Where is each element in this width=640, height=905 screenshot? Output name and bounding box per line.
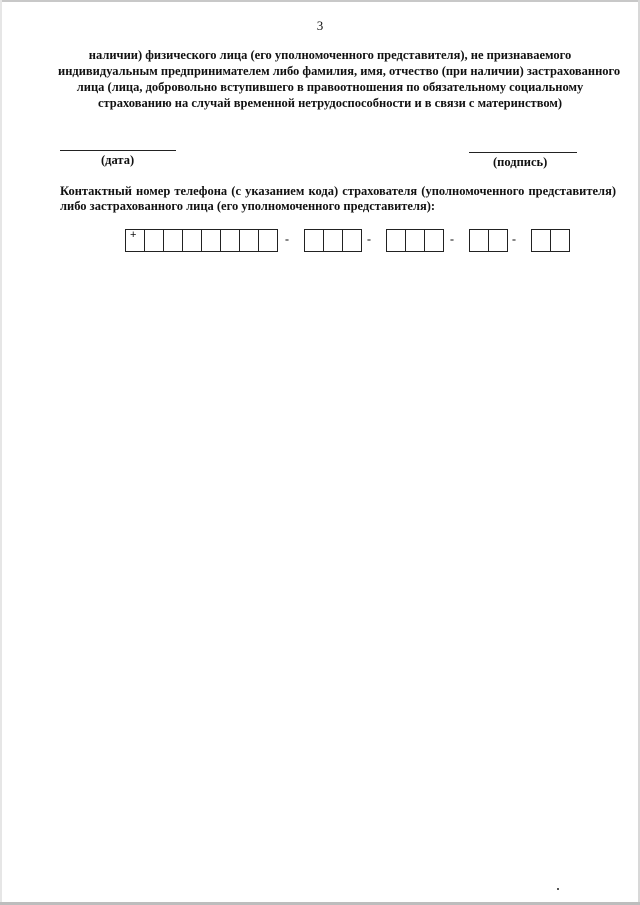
contact-caption-line: либо застрахованного лица (его уполномоченного представителя): <box>60 199 436 213</box>
date-label: (дата) <box>101 153 135 167</box>
signature-line[interactable] <box>469 152 577 153</box>
phone-cell[interactable] <box>470 230 489 251</box>
phone-cell[interactable] <box>387 230 406 251</box>
phone-group1-cells[interactable] <box>386 229 444 252</box>
intro-line: наличии) физического лица (его уполномоченного представителя), не признаваемого <box>88 48 572 62</box>
phone-separator: - <box>450 232 454 246</box>
phone-cell[interactable] <box>324 230 343 251</box>
phone-separator: - <box>512 232 516 246</box>
phone-cell[interactable] <box>126 230 145 251</box>
scan-speck <box>557 888 559 890</box>
phone-cell[interactable] <box>145 230 164 251</box>
signature-label: (подпись) <box>493 155 548 169</box>
contact-caption-line: Контактный номер телефона (с указанием кода) страхователя (уполномоченного представителя) <box>60 184 616 198</box>
phone-cell[interactable] <box>202 230 221 251</box>
phone-cell[interactable] <box>183 230 202 251</box>
phone-cell[interactable] <box>489 230 507 251</box>
intro-line: индивидуальным предпринимателем либо фамилия, имя, отчество (при наличии) застрахованного <box>58 64 621 78</box>
phone-cell[interactable] <box>221 230 240 251</box>
phone-cell[interactable] <box>343 230 361 251</box>
phone-group2-cells[interactable] <box>469 229 508 252</box>
intro-paragraph <box>58 47 621 111</box>
intro-line: лица (лица, добровольно вступившего в правоотношения по обязательному социальному <box>76 80 584 94</box>
phone-number-field <box>125 229 585 252</box>
phone-cell[interactable] <box>259 230 277 251</box>
phone-cell[interactable] <box>164 230 183 251</box>
phone-cell[interactable] <box>406 230 425 251</box>
phone-cell[interactable] <box>532 230 551 251</box>
phone-separator: - <box>367 232 371 246</box>
phone-country-code-cells[interactable] <box>125 229 278 252</box>
phone-cell[interactable] <box>425 230 443 251</box>
phone-separator: - <box>285 232 289 246</box>
date-line[interactable] <box>60 150 176 151</box>
contact-phone-caption <box>60 184 616 214</box>
phone-area-code-cells[interactable] <box>304 229 362 252</box>
phone-group3-cells[interactable] <box>531 229 570 252</box>
phone-cell[interactable] <box>551 230 569 251</box>
phone-cell[interactable] <box>240 230 259 251</box>
intro-line: страхованию на случай временной нетрудоспособности и в связи с материнством) <box>97 96 563 110</box>
page-top-edge <box>0 0 640 2</box>
page-left-edge <box>0 0 2 905</box>
plus-sign: + <box>130 229 137 241</box>
page-number: 3 <box>316 18 324 33</box>
phone-cell[interactable] <box>305 230 324 251</box>
